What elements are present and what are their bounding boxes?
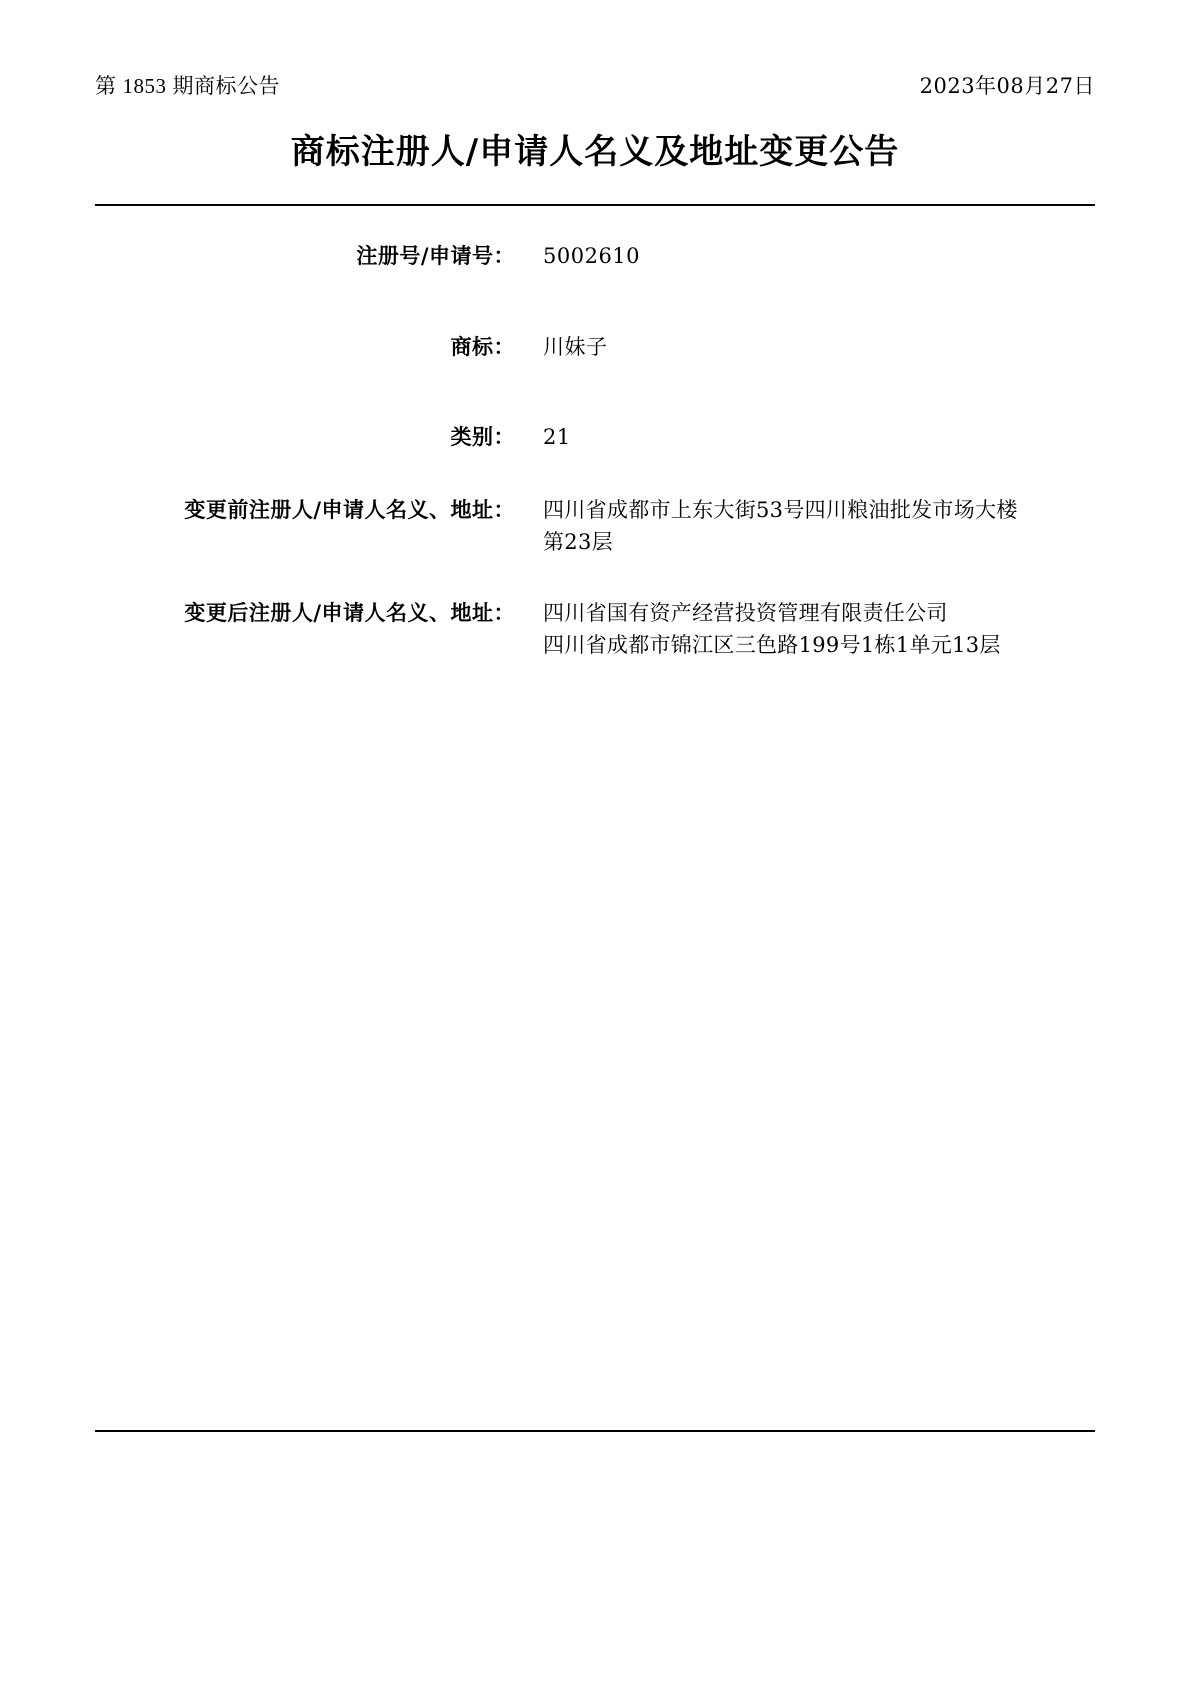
field-value-line: 第23层	[543, 530, 613, 555]
field-value-line: 四川省国有资产经营投资管理有限责任公司	[543, 600, 948, 625]
field-row-after-change	[95, 597, 1095, 662]
running-head	[95, 70, 1095, 100]
field-value-line: 21	[543, 425, 571, 450]
page-content	[95, 70, 1095, 662]
issue-suffix: 期商标公告	[172, 74, 280, 98]
field-row-registration-number	[95, 240, 1095, 273]
publication-date: 2023年08月27日	[919, 74, 1095, 98]
field-value-line: 川妹子	[543, 334, 608, 359]
field-value-line: 四川省成都市锦江区三色路199号1栋1单元13层	[543, 633, 1001, 658]
footer-divider	[95, 1430, 1095, 1432]
field-row-before-change	[95, 494, 1095, 559]
issue-label	[95, 70, 280, 100]
field-value-after-change	[515, 597, 1095, 662]
field-value-line: 四川省成都市上东大街53号四川粮油批发市场大楼	[543, 497, 1018, 522]
field-value-line: 5002610	[543, 244, 641, 269]
field-label-after-change: 变更后注册人/申请人名义、地址：	[184, 599, 515, 625]
title-divider	[95, 204, 1095, 206]
field-label-trademark: 商标：	[450, 333, 515, 359]
page-title: 商标注册人/申请人名义及地址变更公告	[290, 132, 900, 172]
issue-prefix: 第	[95, 74, 117, 98]
field-list	[95, 240, 1095, 662]
field-value-trademark	[515, 331, 1095, 364]
field-label-class: 类别：	[450, 424, 515, 450]
field-value-class	[515, 421, 1095, 454]
field-value-registration-number	[515, 240, 1095, 273]
field-value-before-change	[515, 494, 1095, 559]
issue-number: 1853	[122, 74, 167, 98]
field-row-trademark	[95, 331, 1095, 364]
field-row-class	[95, 421, 1095, 454]
field-label-registration-number: 注册号/申请号：	[356, 243, 515, 269]
field-label-before-change: 变更前注册人/申请人名义、地址：	[184, 496, 515, 522]
